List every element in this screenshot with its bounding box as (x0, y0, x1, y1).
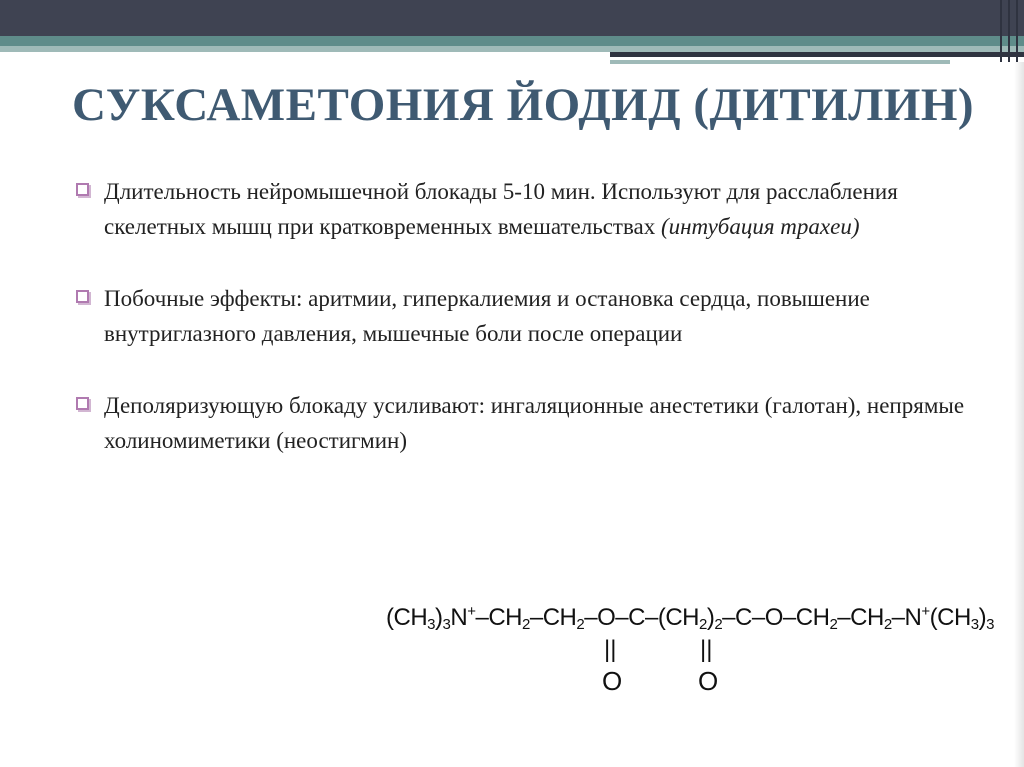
bullet-text: Длительность нейромышечной блокады 5-10 мин. Используют для расслабления скелетных мышц при кратковременных вмешательствах (104, 179, 898, 239)
formula-main-line: $(CH_3)_3N^+-CH_2-CH_2-O-C-(CH_2)_2-C-O-CH_2-CH_2-N^+(CH_3)_3$ (386, 603, 994, 633)
slide-title: СУКСАМЕТОНИЯ ЙОДИД (ДИТИЛИН) (72, 79, 975, 131)
bullet-list (76, 174, 976, 458)
carbonyl-oxygen-right: O (698, 666, 719, 696)
header-bar-dark (0, 0, 1024, 36)
header-vline-1 (1000, 0, 1002, 62)
double-bond-right: || (700, 636, 713, 663)
carbonyl-oxygen-left: O (602, 666, 623, 696)
bullet-note: (интубация трахеи) (660, 214, 860, 239)
chemical-formula (386, 603, 994, 696)
header-vline-2 (1008, 0, 1010, 62)
header-stripe-light (610, 60, 950, 64)
checkbox-bullet-icon (76, 397, 89, 410)
bullet-item (76, 388, 976, 458)
slide-edge-shadow (1014, 62, 1024, 767)
header-stripe-dark (610, 52, 1024, 57)
bullet-item (76, 174, 976, 244)
checkbox-bullet-icon (76, 290, 89, 303)
header-bar-teal (0, 36, 1024, 46)
header-vline-3 (1016, 0, 1018, 62)
checkbox-bullet-icon (76, 183, 89, 196)
bullet-text: Деполяризующую блокаду усиливают: ингаляционные анестетики (галотан), непрямые холиномиметики (неостигмин) (104, 393, 965, 453)
bullet-item (76, 281, 976, 351)
double-bond-left: || (604, 636, 617, 663)
bullet-text: Побочные эффекты: аритмии, гиперкалиемия и остановка сердца, повышение внутриглазного давления, мышечные боли после операции (104, 286, 870, 346)
